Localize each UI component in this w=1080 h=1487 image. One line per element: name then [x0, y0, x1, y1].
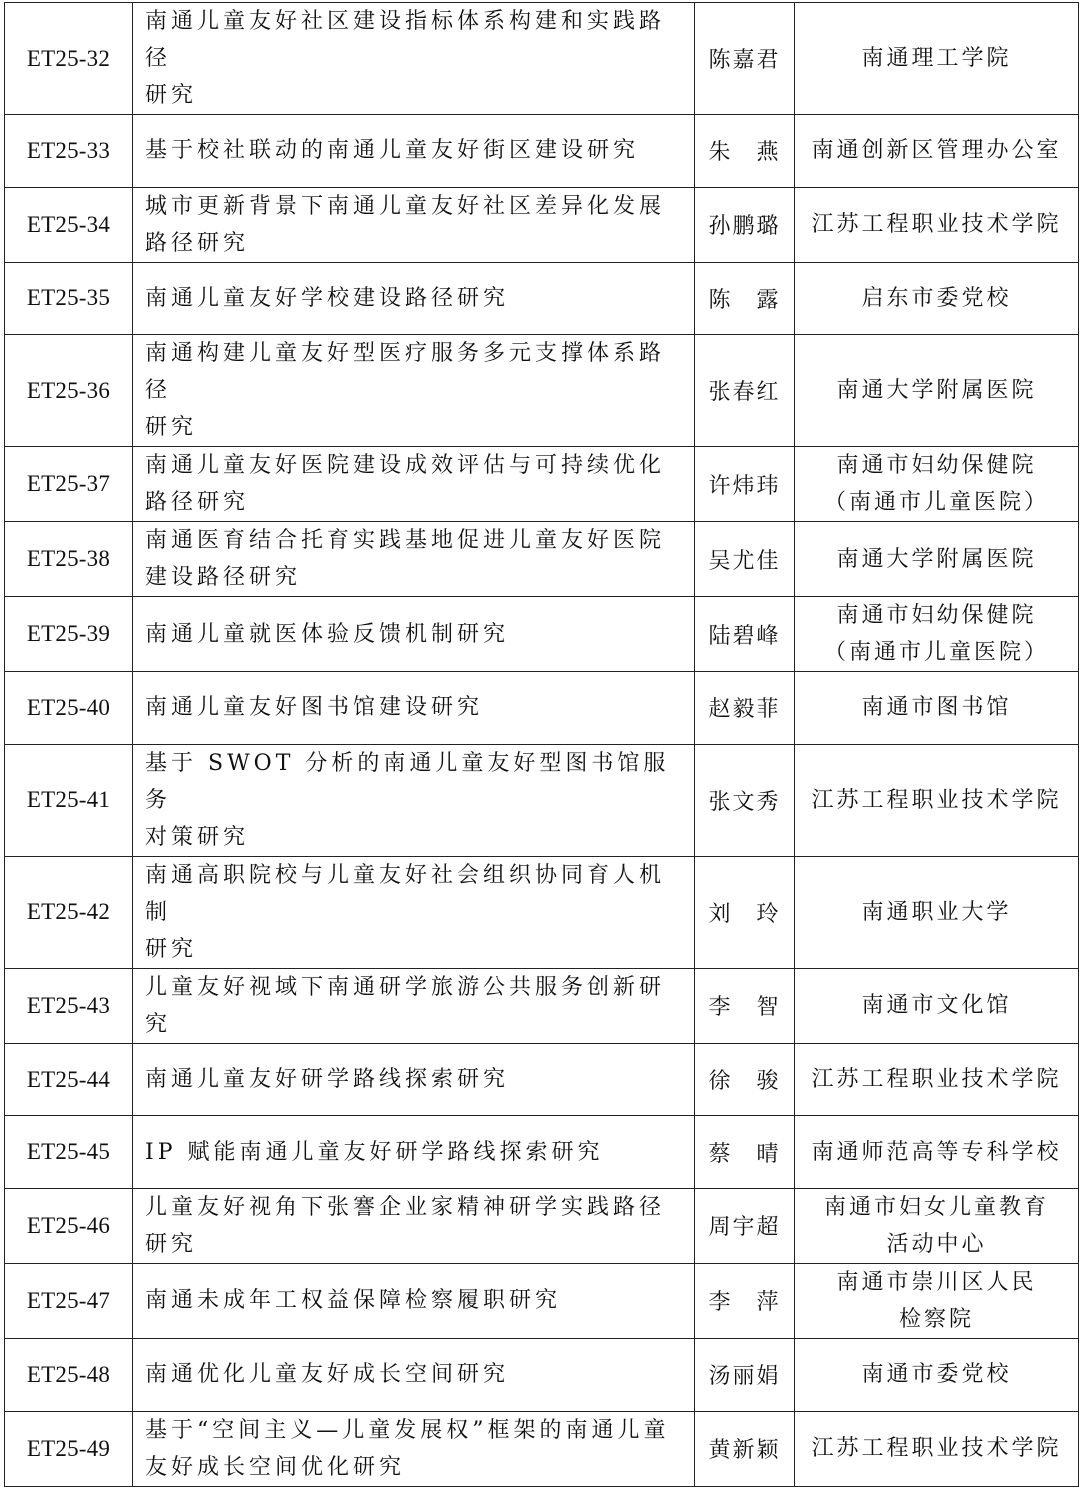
project-title-line: 城市更新背景下南通儿童友好社区差异化发展 — [145, 193, 666, 219]
project-title-line: 路径研究 — [145, 490, 250, 516]
table-row — [5, 1188, 1079, 1263]
organization-line: 南通市文化馆 — [861, 993, 1012, 1019]
table-row — [5, 115, 1079, 188]
project-title-line: 研究 — [145, 83, 198, 108]
project-title-cell — [133, 522, 695, 597]
project-leader-cell: 周宇超 — [695, 1188, 795, 1263]
project-id-cell: ET25-42 — [5, 856, 133, 968]
project-title-line: 研究 — [145, 415, 198, 441]
project-title-line: 研究 — [145, 936, 198, 962]
project-id-cell: ET25-41 — [5, 744, 133, 856]
table-row — [5, 672, 1079, 745]
project-id-cell: ET25-36 — [5, 335, 133, 447]
organization-line: 启东市委党校 — [861, 285, 1012, 311]
project-title-line: 南通构建儿童友好型医疗服务多元支撑体系路径 — [145, 341, 666, 404]
project-title-cell — [133, 115, 695, 188]
organization-cell — [795, 1263, 1079, 1338]
project-title-line: 南通儿童就医体验反馈机制研究 — [145, 621, 510, 647]
organization-cell — [795, 744, 1079, 856]
project-id-cell: ET25-45 — [5, 1116, 133, 1189]
project-leader-cell: 张文秀 — [695, 744, 795, 856]
project-id-cell: ET25-38 — [5, 522, 133, 597]
project-leader-cell: 陈 露 — [695, 262, 795, 335]
organization-line: 南通师范高等专科学校 — [811, 1139, 1062, 1165]
organization-line: 活动中心 — [886, 1231, 987, 1257]
project-title-cell — [133, 1116, 695, 1189]
project-title-line: 南通未成年工权益保障检察履职研究 — [145, 1288, 562, 1314]
project-id-cell: ET25-43 — [5, 968, 133, 1043]
project-title-cell — [133, 3, 695, 115]
organization-cell — [795, 1338, 1079, 1411]
table-row — [5, 335, 1079, 447]
organization-line: 南通职业大学 — [861, 899, 1012, 925]
project-leader-cell: 蔡 晴 — [695, 1116, 795, 1189]
organization-cell — [795, 856, 1079, 968]
project-title-line: 南通优化儿童友好成长空间研究 — [145, 1362, 510, 1388]
organization-line: 南通市妇幼保健院 — [836, 453, 1037, 479]
project-leader-cell: 刘 玲 — [695, 856, 795, 968]
project-title-line: 南通医育结合托育实践基地促进儿童友好医院 — [145, 528, 666, 554]
project-title-line: 路径研究 — [145, 230, 250, 256]
project-title-line: 南通儿童友好学校建设路径研究 — [145, 285, 510, 311]
project-id-cell: ET25-48 — [5, 1338, 133, 1411]
project-leader-cell: 陆碧峰 — [695, 597, 795, 672]
project-id-cell: ET25-46 — [5, 1188, 133, 1263]
table-row — [5, 1043, 1079, 1116]
project-leader-cell: 许炜玮 — [695, 447, 795, 522]
project-title-cell — [133, 744, 695, 856]
project-id-cell: ET25-44 — [5, 1043, 133, 1116]
organization-cell — [795, 262, 1079, 335]
table-row — [5, 1263, 1079, 1338]
project-title-cell — [133, 1411, 695, 1486]
project-title-cell — [133, 1338, 695, 1411]
organization-cell — [795, 3, 1079, 115]
organization-line: 南通市崇川区人民 — [836, 1269, 1037, 1295]
project-title-cell — [133, 1188, 695, 1263]
project-title-cell — [133, 597, 695, 672]
table-body — [5, 3, 1079, 1487]
project-title-line: 对策研究 — [145, 824, 250, 850]
project-leader-cell: 李 智 — [695, 968, 795, 1043]
project-title-line: 儿童友好视域下南通研学旅游公共服务创新研究 — [145, 974, 666, 1037]
project-title-line: 基于校社联动的南通儿童友好街区建设研究 — [145, 138, 640, 164]
project-id-cell: ET25-32 — [5, 3, 133, 115]
project-list-table — [4, 2, 1079, 1487]
project-title-cell — [133, 672, 695, 745]
project-leader-cell: 汤丽娟 — [695, 1338, 795, 1411]
project-id-cell: ET25-47 — [5, 1263, 133, 1338]
organization-line: 江苏工程职业技术学院 — [811, 1067, 1062, 1093]
project-id-cell: ET25-37 — [5, 447, 133, 522]
project-title-line: IP 赋能南通儿童友好研学路线探索研究 — [145, 1139, 604, 1165]
project-leader-cell: 徐 骏 — [695, 1043, 795, 1116]
organization-line: 南通大学附属医院 — [836, 546, 1037, 572]
project-title-line: 研究 — [145, 1231, 198, 1257]
project-title-line: 南通儿童友好图书馆建设研究 — [145, 695, 484, 721]
organization-cell — [795, 672, 1079, 745]
project-leader-cell: 黄新颖 — [695, 1411, 795, 1486]
project-id-cell: ET25-40 — [5, 672, 133, 745]
organization-line: 南通理工学院 — [861, 46, 1012, 71]
table-row — [5, 522, 1079, 597]
organization-line: 南通市妇幼保健院 — [836, 603, 1037, 629]
project-id-cell: ET25-49 — [5, 1411, 133, 1486]
organization-line: 南通市妇女儿童教育 — [823, 1194, 1049, 1220]
organization-cell — [795, 1411, 1079, 1486]
organization-line: 江苏工程职业技术学院 — [811, 212, 1062, 238]
project-title-cell — [133, 968, 695, 1043]
table-row — [5, 447, 1079, 522]
project-title-line: 基于 SWOT 分析的南通儿童友好型图书馆服务 — [145, 750, 670, 813]
project-id-cell: ET25-34 — [5, 187, 133, 262]
project-title-cell — [133, 1263, 695, 1338]
project-leader-cell: 赵毅菲 — [695, 672, 795, 745]
organization-line: （南通市儿童医院） — [823, 490, 1049, 516]
organization-cell — [795, 597, 1079, 672]
project-title-line: 南通儿童友好研学路线探索研究 — [145, 1067, 510, 1093]
project-title-line: 基于“空间主义—儿童发展权”框架的南通儿童 — [145, 1417, 670, 1443]
organization-cell — [795, 1116, 1079, 1189]
project-title-cell — [133, 1043, 695, 1116]
organization-line: 江苏工程职业技术学院 — [811, 787, 1062, 813]
organization-cell — [795, 1043, 1079, 1116]
table-row — [5, 187, 1079, 262]
project-title-line: 儿童友好视角下张謇企业家精神研学实践路径 — [145, 1194, 666, 1220]
project-leader-cell: 孙鹏璐 — [695, 187, 795, 262]
table-row — [5, 1338, 1079, 1411]
table-row — [5, 968, 1079, 1043]
organization-line: （南通市儿童医院） — [823, 640, 1049, 666]
table-row — [5, 3, 1079, 115]
project-title-cell — [133, 447, 695, 522]
table-row — [5, 262, 1079, 335]
project-title-cell — [133, 187, 695, 262]
table-row — [5, 597, 1079, 672]
project-title-cell — [133, 262, 695, 335]
project-title-line: 南通高职院校与儿童友好社会组织协同育人机制 — [145, 862, 666, 925]
project-id-cell: ET25-33 — [5, 115, 133, 188]
organization-cell — [795, 447, 1079, 522]
project-leader-cell: 朱 燕 — [695, 115, 795, 188]
project-title-line: 建设路径研究 — [145, 565, 302, 591]
project-title-line: 南通儿童友好医院建设成效评估与可持续优化 — [145, 453, 666, 479]
organization-line: 检察院 — [898, 1306, 974, 1332]
project-id-cell: ET25-35 — [5, 262, 133, 335]
table-row — [5, 856, 1079, 968]
project-leader-cell: 吴尤佳 — [695, 522, 795, 597]
table-row — [5, 1116, 1079, 1189]
organization-cell — [795, 335, 1079, 447]
organization-cell — [795, 187, 1079, 262]
organization-cell — [795, 522, 1079, 597]
organization-line: 南通大学附属医院 — [836, 378, 1037, 404]
table-row — [5, 744, 1079, 856]
project-title-cell — [133, 856, 695, 968]
organization-cell — [795, 115, 1079, 188]
table-row — [5, 1411, 1079, 1486]
project-title-line: 友好成长空间优化研究 — [145, 1454, 406, 1480]
project-id-cell: ET25-39 — [5, 597, 133, 672]
project-leader-cell: 李 萍 — [695, 1263, 795, 1338]
project-title-line: 南通儿童友好社区建设指标体系构建和实践路径 — [145, 9, 666, 71]
project-title-cell — [133, 335, 695, 447]
organization-cell — [795, 1188, 1079, 1263]
organization-cell — [795, 968, 1079, 1043]
organization-line: 南通创新区管理办公室 — [811, 138, 1062, 164]
project-leader-cell: 陈嘉君 — [695, 3, 795, 115]
organization-line: 南通市委党校 — [861, 1362, 1012, 1388]
project-leader-cell: 张春红 — [695, 335, 795, 447]
organization-line: 南通市图书馆 — [861, 695, 1012, 721]
organization-line: 江苏工程职业技术学院 — [811, 1436, 1062, 1462]
